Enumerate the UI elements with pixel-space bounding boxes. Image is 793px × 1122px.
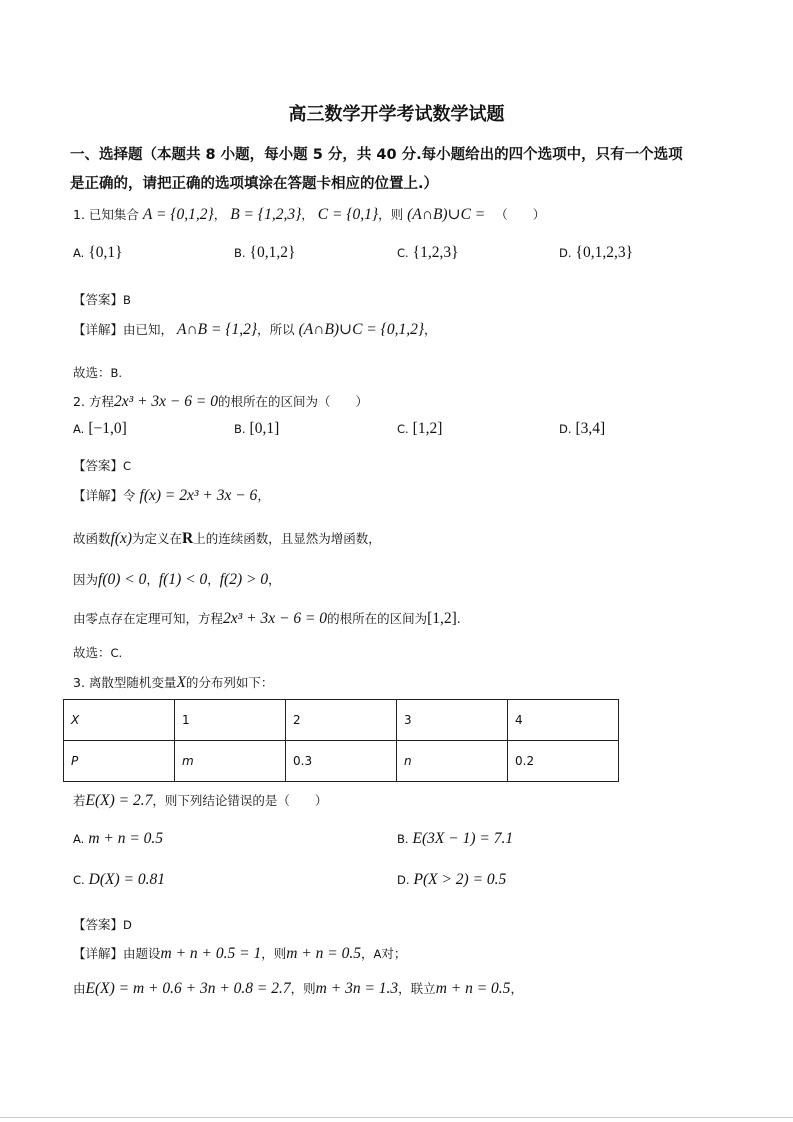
answer-line <box>73 915 132 933</box>
detail-math: f(x) = 2x³ + 3x − 6 <box>139 487 258 504</box>
question-3 <box>73 673 273 692</box>
section-heading-line1: 一、选择题（本题共 8 小题，每小题 5 分，共 40 分.每小题给出的四个选项中，只有一个选项 <box>70 147 683 163</box>
table-cell: 0.2 <box>508 741 619 782</box>
option-label: B. <box>397 832 409 846</box>
separator: ， <box>301 207 314 222</box>
option-value: {0,1,2} <box>249 244 296 261</box>
detail-text: ， <box>257 488 270 503</box>
detail-text: 令 <box>123 488 136 503</box>
option-ref: A <box>373 947 382 961</box>
detail-math: (A∩B)∪C = {0,1,2} <box>298 321 425 338</box>
option-c <box>397 244 459 262</box>
detail-text: 因为 <box>73 572 99 587</box>
detail-line-2 <box>73 529 381 548</box>
question-text: 的根所在的区间为（ ） <box>217 394 368 409</box>
option-value: [0,1] <box>249 420 280 437</box>
detail-line-4 <box>73 609 461 628</box>
detail-text: ，所以 <box>257 322 295 337</box>
choose-prefix: 故选： <box>73 645 111 660</box>
answer-line <box>73 290 131 308</box>
option-d <box>559 244 633 262</box>
table-cell: 3 <box>397 700 508 741</box>
detail-text: 由已知， <box>123 322 174 337</box>
detail-text: ，联立 <box>398 981 436 996</box>
option-value: {1,2,3} <box>412 244 459 261</box>
detail-text: ， <box>268 572 281 587</box>
option-label: D. <box>397 873 410 887</box>
detail-math: f(2) > 0 <box>219 571 269 588</box>
detail-math: m + n = 0.5 <box>286 945 361 962</box>
detail-math: m + n + 0.5 = 1 <box>160 945 262 962</box>
detail-math: f(1) < 0 <box>158 571 208 588</box>
table-cell: m <box>175 741 286 782</box>
option-value: P(X > 2) = 0.5 <box>413 871 507 888</box>
detail-math: A∩B = {1,2} <box>177 321 258 338</box>
detail-text: 的根所在的区间为 <box>327 611 428 626</box>
random-variable: X <box>176 674 186 691</box>
option-label: C. <box>397 422 409 436</box>
set-expression: (A∩B)∪C = <box>407 206 486 223</box>
detail-math: m + n = 0.5 <box>435 980 511 997</box>
set-c: C = {0,1} <box>317 206 379 223</box>
question-number: 3. <box>73 675 85 690</box>
detail-text: 上的连续函数，且显然为增函数， <box>193 531 381 546</box>
choose-prefix: 故选： <box>73 365 111 380</box>
answer-value: C <box>123 459 132 473</box>
detail-tag: 【详解】 <box>73 322 124 337</box>
distribution-table <box>63 699 619 782</box>
option-d <box>397 871 506 889</box>
table-cell: 0.3 <box>286 741 397 782</box>
table-cell: P <box>64 741 175 782</box>
option-value: E(3X − 1) = 7.1 <box>412 830 514 847</box>
option-label: D. <box>559 422 572 436</box>
answer-value: D <box>123 918 132 932</box>
question-1 <box>73 205 545 224</box>
detail-math: E(X) = m + 0.6 + 3n + 0.8 = 2.7 <box>85 980 291 997</box>
expectation: E(X) = 2.7 <box>85 792 153 809</box>
option-a <box>73 420 127 438</box>
detail-line <box>73 320 437 339</box>
detail-text: ， <box>146 572 159 587</box>
option-value: {0,1} <box>88 244 123 261</box>
detail-text: 由零点存在定理可知，方程 <box>73 611 224 626</box>
option-label: A. <box>73 246 85 260</box>
table-row <box>64 700 619 741</box>
set-a: A = {0,1,2} <box>142 206 214 223</box>
option-c <box>73 871 165 889</box>
detail-line-2 <box>73 979 523 998</box>
option-value: [1,2] <box>412 420 443 437</box>
option-label: A. <box>73 832 85 846</box>
question-text: 若 <box>73 793 86 808</box>
option-b <box>397 830 513 848</box>
detail-text: ， <box>510 981 523 996</box>
option-a <box>73 244 123 262</box>
option-c <box>397 420 442 438</box>
question-number: 2. <box>73 394 85 409</box>
detail-text: 故函数 <box>73 531 111 546</box>
answer-value: B <box>123 293 131 307</box>
option-value: {0,1,2,3} <box>575 244 634 261</box>
answer-paren: （ ） <box>495 207 546 222</box>
detail-tag: 【详解】 <box>73 946 124 961</box>
condition-line <box>73 791 327 810</box>
question-number: 1. <box>73 207 85 222</box>
question-text: 离散型随机变量 <box>88 675 177 690</box>
detail-text: ， <box>207 572 220 587</box>
section-heading-line2: 是正确的，请把正确的选项填涂在答题卡相应的位置上.） <box>70 176 439 192</box>
option-value: [3,4] <box>575 420 606 437</box>
answer-line <box>73 456 131 474</box>
detail-text: 由 <box>73 981 86 996</box>
option-b <box>234 420 279 438</box>
detail-math: 2x³ + 3x − 6 = 0 <box>223 610 328 627</box>
option-label: D. <box>559 246 572 260</box>
table-cell: 1 <box>175 700 286 741</box>
choose-line <box>73 643 122 661</box>
table-cell: n <box>397 741 508 782</box>
option-label: A. <box>73 422 85 436</box>
detail-math: m + 3n = 1.3 <box>315 980 399 997</box>
question-text: ，则 <box>378 207 404 222</box>
real-numbers-symbol: R <box>182 530 194 547</box>
option-value: m + n = 0.5 <box>88 830 164 847</box>
table-cell: 2 <box>286 700 397 741</box>
detail-text: 为定义在 <box>132 531 183 546</box>
question-text: 方程 <box>88 394 114 409</box>
detail-tag: 【详解】 <box>73 488 124 503</box>
table-cell: X <box>64 700 175 741</box>
option-value: D(X) = 0.81 <box>88 871 165 888</box>
answer-tag: 【答案】 <box>73 458 124 473</box>
choose-line <box>73 363 122 381</box>
question-text: 已知集合 <box>88 207 139 222</box>
separator: ， <box>213 207 227 222</box>
detail-text: ， <box>361 946 374 961</box>
detail-line <box>73 944 406 963</box>
table-row <box>64 741 619 782</box>
table-cell: 4 <box>508 700 619 741</box>
option-d <box>559 420 605 438</box>
choose-value: B. <box>110 366 123 380</box>
set-b: B = {1,2,3} <box>230 206 302 223</box>
detail-text: 由题设 <box>123 946 161 961</box>
detail-text: . <box>456 611 461 626</box>
detail-math: f(0) < 0 <box>98 571 147 588</box>
detail-math: f(x) <box>110 530 133 547</box>
choose-value: C. <box>110 646 123 660</box>
detail-line <box>73 486 270 505</box>
option-label: B. <box>234 422 246 436</box>
option-b <box>234 244 295 262</box>
detail-text: ，则 <box>290 981 316 996</box>
option-label: C. <box>397 246 409 260</box>
page-title: 高三数学开学考试数学试题 <box>288 104 505 125</box>
detail-text: ， <box>424 322 437 337</box>
question-text: 的分布列如下： <box>185 675 274 690</box>
equation: 2x³ + 3x − 6 = 0 <box>113 393 218 410</box>
page-bottom-rule <box>0 1117 793 1118</box>
option-label: C. <box>73 873 85 887</box>
detail-math: [1,2] <box>427 610 457 627</box>
answer-tag: 【答案】 <box>73 917 124 932</box>
detail-line-3 <box>73 570 281 589</box>
detail-text: ，则 <box>261 946 287 961</box>
answer-tag: 【答案】 <box>73 292 124 307</box>
question-2 <box>73 392 368 411</box>
option-label: B. <box>234 246 246 260</box>
question-text: ，则下列结论错误的是（ ） <box>152 793 328 808</box>
detail-text: 对； <box>381 946 407 961</box>
option-a <box>73 830 163 848</box>
option-value: [−1,0] <box>88 420 127 437</box>
